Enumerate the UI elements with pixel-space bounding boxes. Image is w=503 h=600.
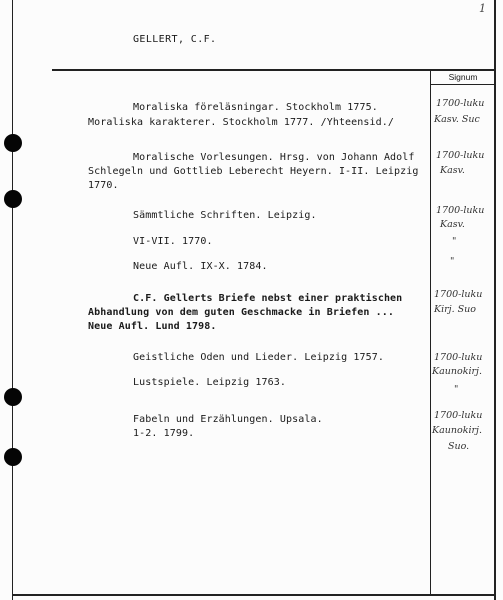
entry-line: Neue Aufl. IX-X. 1784. [133,261,268,272]
entry-line: 1770. [88,180,119,191]
page-number: 1 [479,2,486,15]
signum-note: Kirj. Suo [434,304,477,315]
entry-line: Abhandlung von dem guten Geschmacke in Briefen ... [88,307,395,318]
signum-note: Kasv. Suc [434,114,480,125]
entry-line: Sämmtliche Schriften. Leipzig. [133,210,317,221]
entry-line: C.F. Gellerts Briefe nebst einer praktischen [133,293,403,304]
entry-line: Moraliska karakterer. Stockholm 1777. /Yhteensid./ [88,117,395,128]
signum-note: Suo. [448,441,470,452]
card-left-border [12,0,13,600]
entry-line: Neue Aufl. Lund 1798. [88,321,217,332]
entry-line: Moraliska föreläsningar. Stockholm 1775. [133,102,378,113]
signum-column-divider [430,70,431,596]
signum-note: 1700-luku [434,410,483,421]
signum-ditto: " [452,236,457,247]
signum-note: 1700-luku [436,98,485,109]
signum-ditto: " [454,384,459,395]
entry-line: Moralische Vorlesungen. Hrsg. von Johann Adolf [133,152,415,163]
entry-line: Schlegeln und Gottlieb Leberecht Heyern. I-II. Leipzig [88,166,419,177]
signum-note: 1700-luku [436,150,485,161]
entry-line: Geistliche Oden und Lieder. Leipzig 1757. [133,352,384,363]
signum-ditto: " [450,256,455,267]
signum-note: Kasv. [440,165,465,176]
signum-header-rule [430,84,496,85]
punch-hole [4,134,22,152]
punch-hole [4,190,22,208]
signum-note: Kasv. [440,219,465,230]
signum-note: Kaunokirj. [432,425,483,436]
signum-note: Kaunokirj. [432,366,483,377]
signum-note: 1700-luku [436,205,485,216]
signum-column-label: Signum [448,72,478,82]
entry-line: 1-2. 1799. [133,428,195,439]
entry-line: VI-VII. 1770. [133,236,213,247]
entry-line: Lustspiele. Leipzig 1763. [133,377,287,388]
signum-note: 1700-luku [434,352,483,363]
card-bottom-border [12,594,496,596]
punch-hole [4,448,22,466]
author-heading: GELLERT, C.F. [133,34,217,45]
entry-line: Fabeln und Erzählungen. Upsala. [133,414,323,425]
punch-hole [4,388,22,406]
card-right-border [494,0,496,600]
signum-note: 1700-luku [434,289,483,300]
